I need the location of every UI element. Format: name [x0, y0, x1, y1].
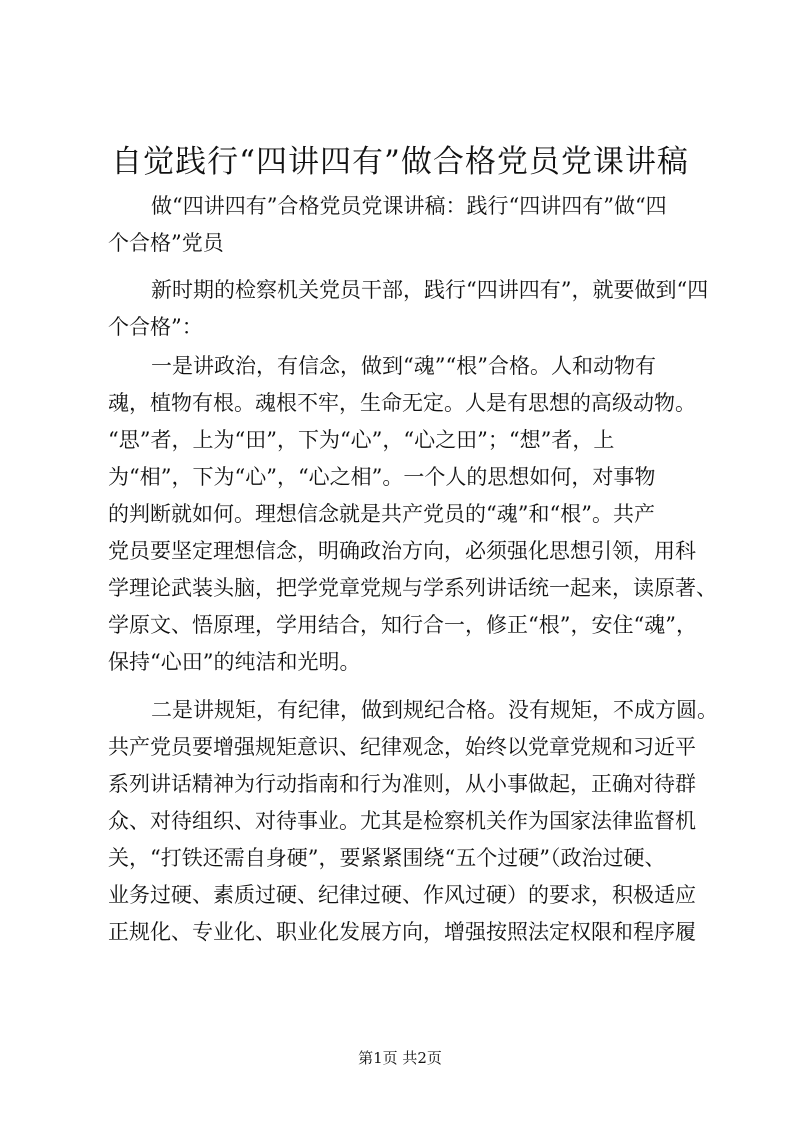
line-text: 系列讲话精神为行动指南和行为准则，从小事做起，正确对待群	[108, 772, 696, 796]
line-text: “思”者，上为“田”，下为“心”，“心之田”；“想”者，上	[108, 428, 615, 452]
document-title: 自觉践行“四讲四有”做合格党员党课讲稿	[111, 144, 689, 180]
text-line	[0, 346, 800, 386]
line-text: 正规化、专业化、职业化发展方向，增强按照法定权限和程序履	[108, 920, 696, 944]
line-text: 学理论武装头脑，把学党章党规与学系列讲话统一起来，读原著、	[108, 576, 717, 600]
line-text: 学原文、悟原理，学用结合，知行合一，修正“根”，安住“魂”，	[108, 613, 697, 637]
line-text: 个合格”党员	[108, 231, 224, 255]
text-line	[0, 457, 800, 497]
text-line	[0, 383, 800, 423]
text-line	[0, 875, 800, 915]
line-text: 党员要坚定理想信念，明确政治方向，必须强化思想引领，用科	[108, 539, 696, 563]
text-line	[0, 307, 800, 347]
line-text: 的判断就如何。理想信念就是共产党员的“魂”和“根”。共产	[108, 502, 655, 526]
text-line	[0, 912, 800, 952]
text-line	[0, 494, 800, 534]
text-line	[0, 605, 800, 645]
line-text: 业务过硬、素质过硬、纪律过硬、作风过硬）的要求，积极适应	[108, 883, 696, 907]
text-line	[0, 531, 800, 571]
line-text: 众、对待组织、对待事业。尤其是检察机关作为国家法律监督机	[108, 809, 696, 833]
line-text: 为“相”，下为“心”，“心之相”。一个人的思想如何，对事物	[108, 465, 656, 489]
line-text: 关，“打铁还需自身硬”，要紧紧围绕“五个过硬”（政治过硬、	[108, 846, 666, 870]
text-line	[0, 223, 800, 263]
text-line	[0, 801, 800, 841]
text-line	[0, 186, 800, 226]
page-number-footer: 第1页 共2页	[358, 1049, 442, 1067]
text-line	[0, 727, 800, 767]
text-line	[0, 420, 800, 460]
line-text: 共产党员要增强规矩意识、纪律观念，始终以党章党规和习近平	[108, 735, 696, 759]
line-text: 做“四讲四有”合格党员党课讲稿：践行“四讲四有”做“四	[151, 194, 667, 218]
text-line	[0, 568, 800, 608]
line-text: 个合格”：	[108, 315, 203, 339]
line-text: 魂，植物有根。魂根不牢，生命无定。人是有思想的高级动物。	[108, 391, 696, 415]
text-line	[0, 838, 800, 878]
text-line	[0, 270, 800, 310]
text-line	[0, 642, 800, 682]
text-line	[0, 690, 800, 730]
line-text: 新时期的检察机关党员干部，践行“四讲四有”，就要做到“四	[151, 278, 709, 302]
line-text: 保持“心田”的纯洁和光明。	[108, 650, 361, 674]
line-text: 二是讲规矩，有纪律，做到规纪合格。没有规矩，不成方圆。	[151, 698, 718, 722]
line-text: 一是讲政治，有信念，做到“魂”“根”合格。人和动物有	[151, 354, 656, 378]
text-line	[0, 764, 800, 804]
